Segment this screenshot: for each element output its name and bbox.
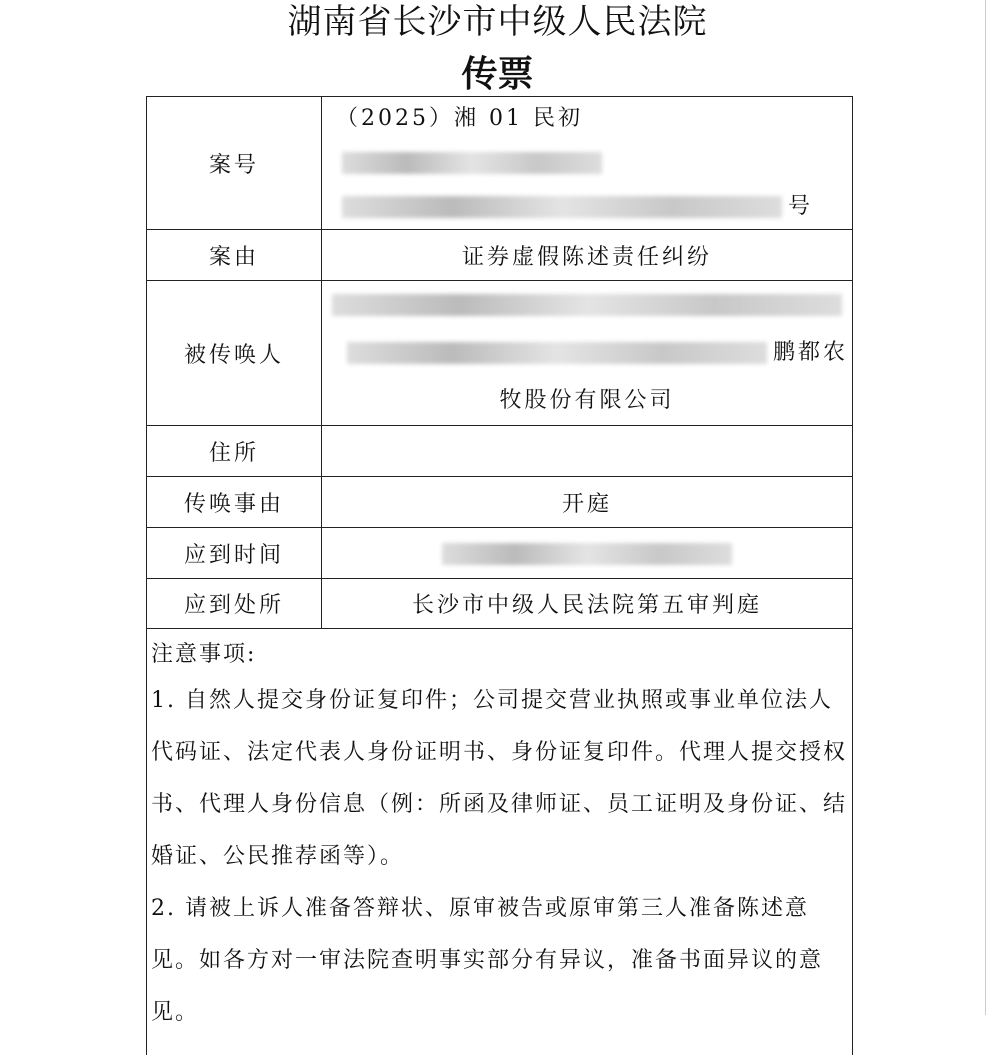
value-cause: 证券虚假陈述责任纠纷 [322, 230, 853, 281]
party-suffix: 鹏都农 [773, 340, 848, 365]
redacted-case-number-2 [342, 196, 782, 218]
document-title: 传票 [0, 46, 995, 97]
label-case-number: 案号 [147, 97, 322, 230]
case-number-suffix: 号 [788, 194, 813, 219]
redacted-time [442, 543, 732, 565]
notes-item-1: 1. 自然人提交身份证复印件；公司提交营业执照或事业单位法人代码证、法定代表人身份证明书、身份证复印件。代理人提交授权书、代理人身份信息（例：所函及律师证、员工证明及身份证、结婚证、公民推荐函等）。 [151, 675, 850, 883]
value-reason: 开庭 [322, 477, 853, 528]
value-address [322, 426, 853, 477]
label-reason: 传唤事由 [147, 477, 322, 528]
page-edge [985, 0, 986, 1015]
row-reason [147, 477, 853, 528]
row-place [147, 579, 853, 629]
value-place: 长沙市中级人民法院第五审判庭 [322, 579, 853, 629]
redacted-case-number [342, 152, 602, 174]
label-cause: 案由 [147, 230, 322, 281]
notes-heading: 注意事项: [151, 635, 850, 675]
notes-item-2: 2. 请被上诉人准备答辩状、原审被告或原审第三人准备陈述意见。如各方对一审法院查明事实部分有异议，准备书面异议的意见。 [151, 883, 850, 1039]
row-case-number [147, 97, 853, 230]
case-number-prefix: （2025）湘 01 民初 [336, 106, 583, 131]
redacted-party-2 [347, 342, 767, 364]
label-place: 应到处所 [147, 579, 322, 629]
party-line3: 牧股份有限公司 [326, 377, 848, 425]
row-cause [147, 230, 853, 281]
row-notes [147, 629, 853, 1055]
row-summoned-party [147, 281, 853, 426]
summons-table [146, 96, 853, 1055]
label-address: 住所 [147, 426, 322, 477]
row-address [147, 426, 853, 477]
label-summoned-party: 被传唤人 [147, 281, 322, 426]
label-time: 应到时间 [147, 528, 322, 579]
redacted-party-1 [332, 294, 842, 316]
court-name: 湖南省长沙市中级人民法院 [0, 0, 995, 43]
row-time [147, 528, 853, 579]
